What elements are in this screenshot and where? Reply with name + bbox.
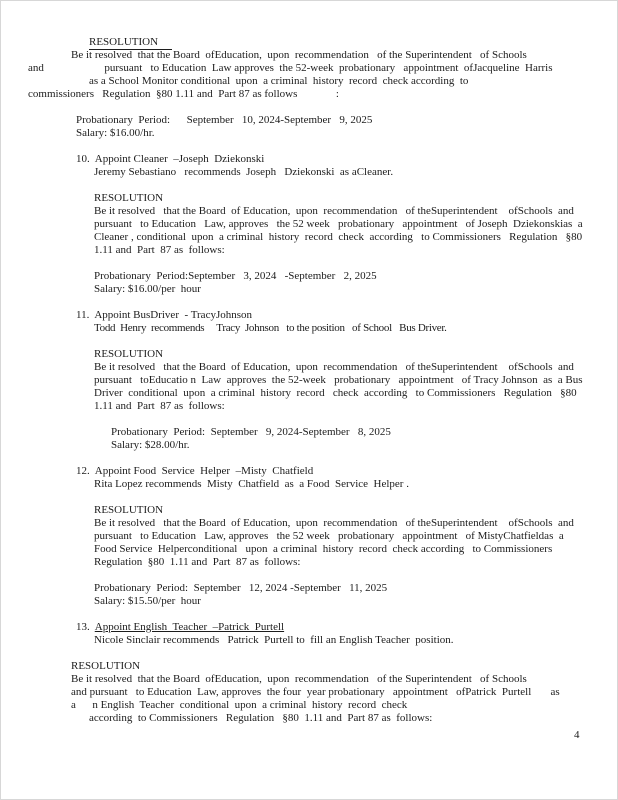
item-11-title-row xyxy=(76,309,617,322)
item-12-body-line: Regulation §80 1.11 and Part 87 as follows: xyxy=(94,556,301,568)
item-12-body-line: Food Service Helperconditional upon a criminal history record check according to Commissioners xyxy=(94,543,553,555)
intro-salary: Salary: $16.00/hr. xyxy=(76,127,155,139)
item-11-recommendation: Todd Henry recommends Tracy Johnson to the position of School Bus Driver. xyxy=(94,322,447,334)
item-10-probationary-period: Probationary Period:September 3, 2024 -September 2, 2025 xyxy=(94,270,377,282)
item-10-body-line: Cleaner , conditional upon a criminal history record check according to Commissioners Regulation §80 xyxy=(94,231,583,243)
item-10-recommendation: Jeremy Sebastiano recommends Joseph Dziekonski as aCleaner. xyxy=(94,166,394,178)
item-13-body-line: Be it resolved that the Board ofEducation, upon recommendation of the Superintendent of Schools xyxy=(71,673,527,685)
item-10-resolution-heading: RESOLUTION xyxy=(94,192,164,204)
item-12-title-row xyxy=(76,465,617,478)
page-number: 4 xyxy=(574,729,580,741)
item-12-salary: Salary: $15.50/per hour xyxy=(94,595,201,607)
item-title: Appoint Cleaner –Joseph Dziekonski xyxy=(94,153,265,165)
item-number: 10. xyxy=(76,153,90,165)
item-10-title-row xyxy=(76,153,617,166)
intro-body-line: and pursuant to Education Law approves the 52-week probationary appointment ofJacqueline Harris xyxy=(28,62,553,74)
item-number: 13. xyxy=(76,621,90,633)
item-13-resolution-heading: RESOLUTION xyxy=(71,660,141,672)
item-10-body-line: 1.11 and Part 87 as follows: xyxy=(94,244,225,256)
item-12-body-line: pursuant to Education Law, approves the 52 week probationary appointment of MistyChatfieldas a xyxy=(94,530,564,542)
item-11-salary: Salary: $28.00/hr. xyxy=(111,439,190,451)
item-13-body-line: a n English Teacher conditional upon a criminal history record check xyxy=(71,699,408,711)
item-11-resolution-heading: RESOLUTION xyxy=(94,348,164,360)
item-10-salary: Salary: $16.00/per hour xyxy=(94,283,201,295)
item-10-body-line: Be it resolved that the Board of Education, upon recommendation of theSuperintendent ofSchools and xyxy=(94,205,574,217)
item-number: 11. xyxy=(76,309,90,321)
item-11-body-line: 1.11 and Part 87 as follows: xyxy=(94,400,225,412)
item-12-probationary-period: Probationary Period: September 12, 2024 -September 11, 2025 xyxy=(94,582,388,594)
item-title: Appoint Food Service Helper –Misty Chatfield xyxy=(94,465,314,477)
item-12-recommendation: Rita Lopez recommends Misty Chatfield as a Food Service Helper . xyxy=(94,478,409,490)
item-12-resolution-heading: RESOLUTION xyxy=(94,504,164,516)
resolution-heading-text: RESOLUTION xyxy=(89,36,172,50)
intro-body-line: Be it resolved that the Board ofEducation, upon recommendation of the Superintendent of Schools xyxy=(71,49,527,61)
item-12-body-line: Be it resolved that the Board of Education, upon recommendation of theSuperintendent ofSchools and xyxy=(94,517,574,529)
intro-probationary-period: Probationary Period: September 10, 2024-September 9, 2025 xyxy=(76,114,373,126)
intro-body-line: commissioners Regulation §80 1.11 and Part 87 as follows : xyxy=(28,88,339,100)
intro-body-line: as a School Monitor conditional upon a criminal history record check according to xyxy=(89,75,469,87)
item-title: Appoint English Teacher –Patrick Purtell xyxy=(94,621,285,633)
item-13-body-line: and pursuant to Education Law, approves the four year probationary appointment ofPatrick Purtell as xyxy=(71,686,560,698)
item-11-body-line: Driver conditional upon a criminal history record check according to Commissioners Regulation §80 xyxy=(94,387,577,399)
item-13-title-row xyxy=(76,621,617,634)
item-13-body-line: according to Commissioners Regulation §80 1.11 and Part 87 as follows: xyxy=(89,712,433,724)
intro-resolution-heading xyxy=(89,36,617,49)
item-11-probationary-period: Probationary Period: September 9, 2024-September 8, 2025 xyxy=(111,426,391,438)
item-title: Appoint BusDriver - TracyJohnson xyxy=(94,309,253,321)
item-11-body-line: Be it resolved that the Board of Education, upon recommendation of theSuperintendent ofSchools and xyxy=(94,361,574,373)
item-number: 12. xyxy=(76,465,90,477)
item-13-recommendation: Nicole Sinclair recommends Patrick Purtell to fill an English Teacher position. xyxy=(94,634,454,646)
item-11-body-line: pursuant toEducatio n Law approves the 52-week probationary appointment of Tracy Johnson as a Bus xyxy=(94,374,583,386)
item-10-body-line: pursuant to Education Law, approves the 52 week probationary appointment of Joseph Dziekonskias a xyxy=(94,218,583,230)
